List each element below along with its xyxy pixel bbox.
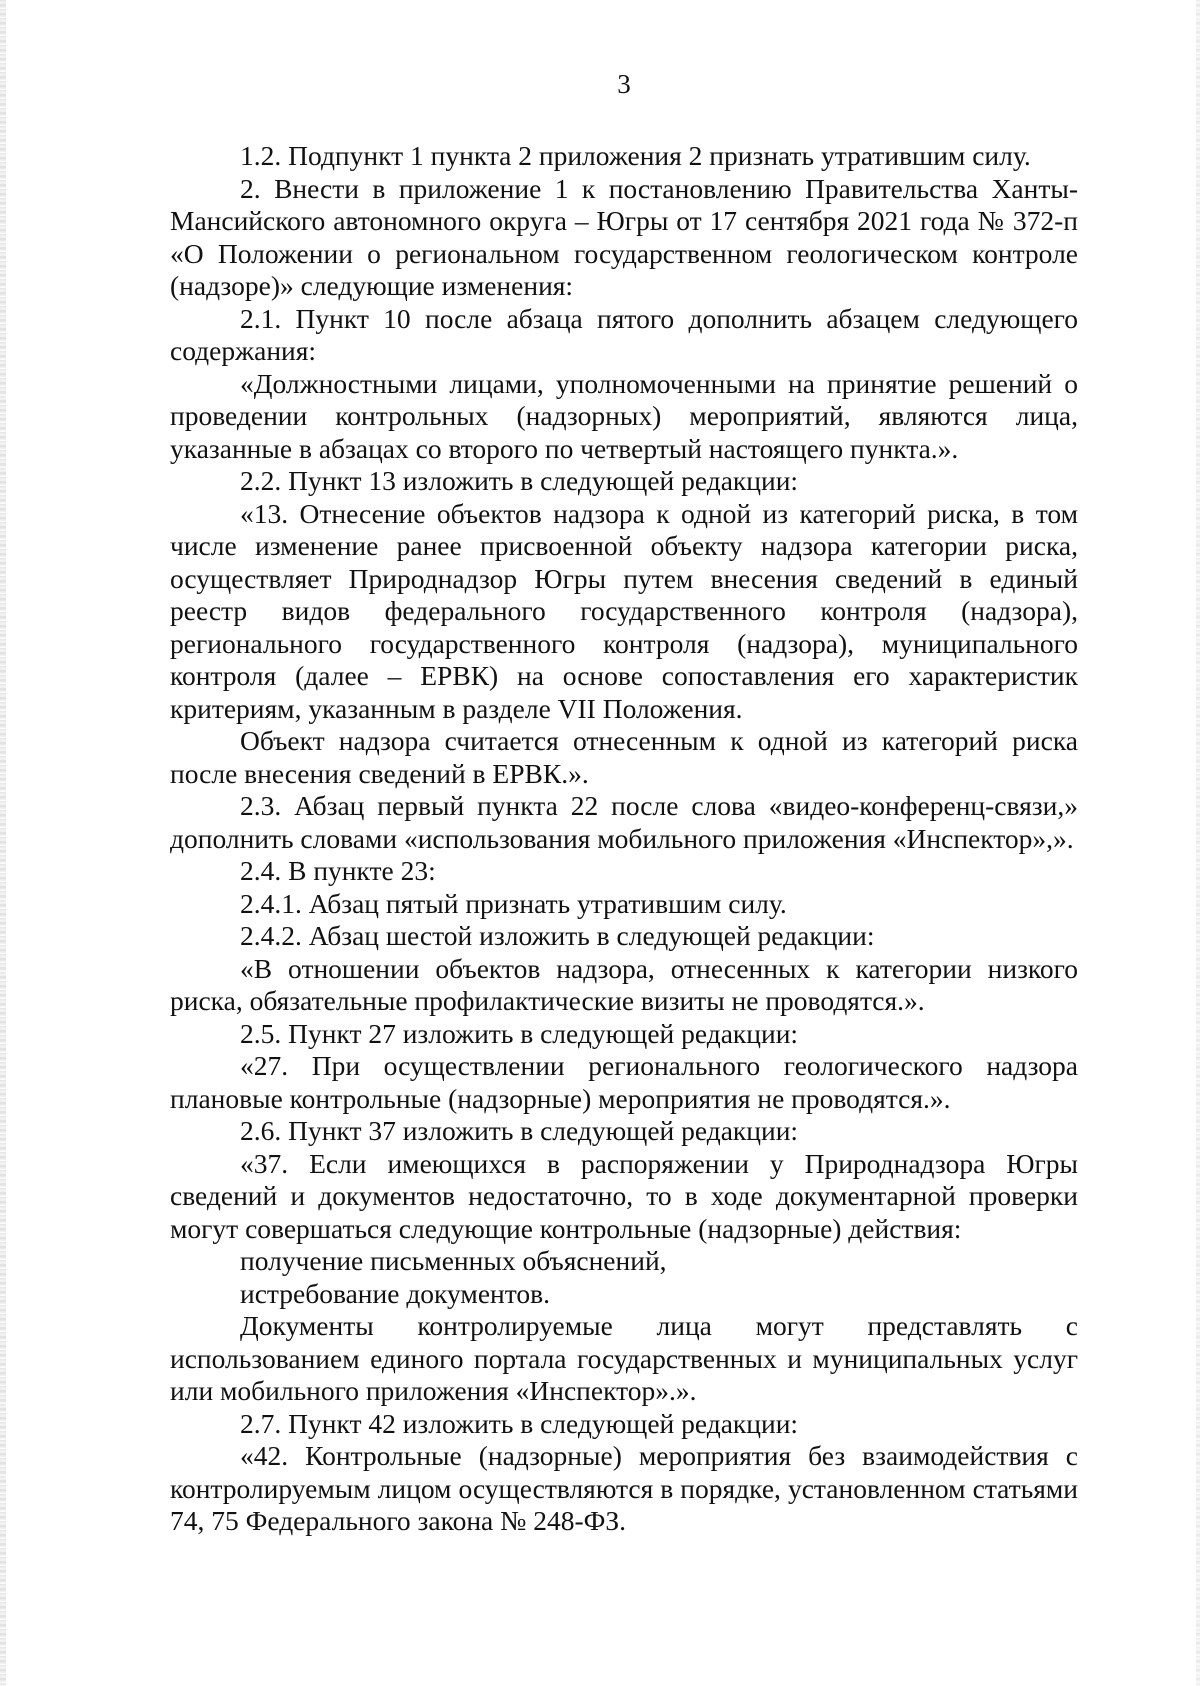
paragraph-2-4-2: 2.4.2. Абзац шестой изложить в следующей редакции: <box>240 920 875 951</box>
paragraph-2-4-1: 2.4.1. Абзац пятый признать утратившим силу. <box>240 887 787 919</box>
paragraph-2-5: 2.5. Пункт 27 изложить в следующей редакции: <box>240 1017 799 1049</box>
paragraph-2-6-item-1: получение письменных объяснений, <box>240 1245 667 1276</box>
document-body <box>170 140 1078 1538</box>
paragraph-2-7-quote-42: «42. Контрольные (надзорные) мероприятия без взаимодействия с контролируемым лицом осуществляются в порядке, установленном статьями 74, 75 Федерального закона № 248-ФЗ. <box>170 1440 1078 1536</box>
paragraph-2-1-quote: «Должностными лицами, уполномоченными на принятие решений о проведении контрольных (надзорных) мероприятий, являются лица, указанные в абзацах со второго по четвертый настоящего пункта.». <box>170 367 1078 464</box>
paragraph-2-6-quote-37: «37. Если имеющихся в распоряжении у Природнадзора Югры сведений и документов недостаточно, то в ходе документарной проверки могут совершаться следующие контрольные (надзорные) действия: <box>170 1147 1078 1244</box>
paragraph-2-1: 2.1. Пункт 10 после абзаца пятого дополнить абзацем следующего содержания: <box>170 302 1078 366</box>
paragraph-2-4: 2.4. В пункте 23: <box>240 855 436 886</box>
paragraph-2-2-quote-13: «13. Отнесение объектов надзора к одной из категорий риска, в том числе изменение ранее присвоенной объекту надзора категории риска, осуществляет Природнадзор Югры путем внесения сведений в единый реестр видов федерального государственного контроля (надзора), регионального государственного контроля (надзора), муниципального контроля (далее – ЕРВК) на основе сопоставления его характеристик критериям, указанным в разделе VII Положения. <box>170 497 1078 724</box>
paragraph-2-5-quote: «27. При осуществлении регионального геологического надзора плановые контрольные (надзорные) мероприятия не проводятся.». <box>170 1050 1078 1114</box>
paragraph-2-3: 2.3. Абзац первый пункта 22 после слова «видео-конференц-связи,» дополнить словами «использования мобильного приложения «Инспектор»,». <box>170 790 1078 854</box>
paragraph-1-2: 1.2. Подпункт 1 пункта 2 приложения 2 признать утратившим силу. <box>240 140 1031 171</box>
page-number: 3 <box>617 69 631 99</box>
scan-edge-right <box>1196 0 1200 1686</box>
paragraph-2-2-quote-13-cont: Объект надзора считается отнесенным к одной из категорий риска после внесения сведений в ЕРВК.». <box>170 725 1078 789</box>
paragraph-2-intro: 2. Внести в приложение 1 к постановлению Правительства Ханты-Мансийского автономного округа – Югры от 17 сентября 2021 года № 372-п «О Положении о региональном государственном геологическом контроле (надзоре)» следующие изменения: <box>170 172 1078 301</box>
paragraph-2-6-documents: Документы контролируемые лица могут представлять с использованием единого портала государственных и муниципальных услуг или мобильного приложения «Инспектор».». <box>170 1310 1078 1406</box>
paragraph-2-6-item-2: истребование документов. <box>240 1277 551 1309</box>
paragraph-2-4-2-quote: «В отношении объектов надзора, отнесенных к категории низкого риска, обязательные профилактические визиты не проводятся.». <box>170 952 1078 1016</box>
paragraph-2-6: 2.6. Пункт 37 изложить в следующей редакции: <box>240 1115 799 1146</box>
paragraph-2-7: 2.7. Пункт 42 изложить в следующей редакции: <box>240 1407 799 1439</box>
scan-edge-left <box>0 0 6 1686</box>
paragraph-2-2: 2.2. Пункт 13 изложить в следующей редакции: <box>240 465 799 496</box>
